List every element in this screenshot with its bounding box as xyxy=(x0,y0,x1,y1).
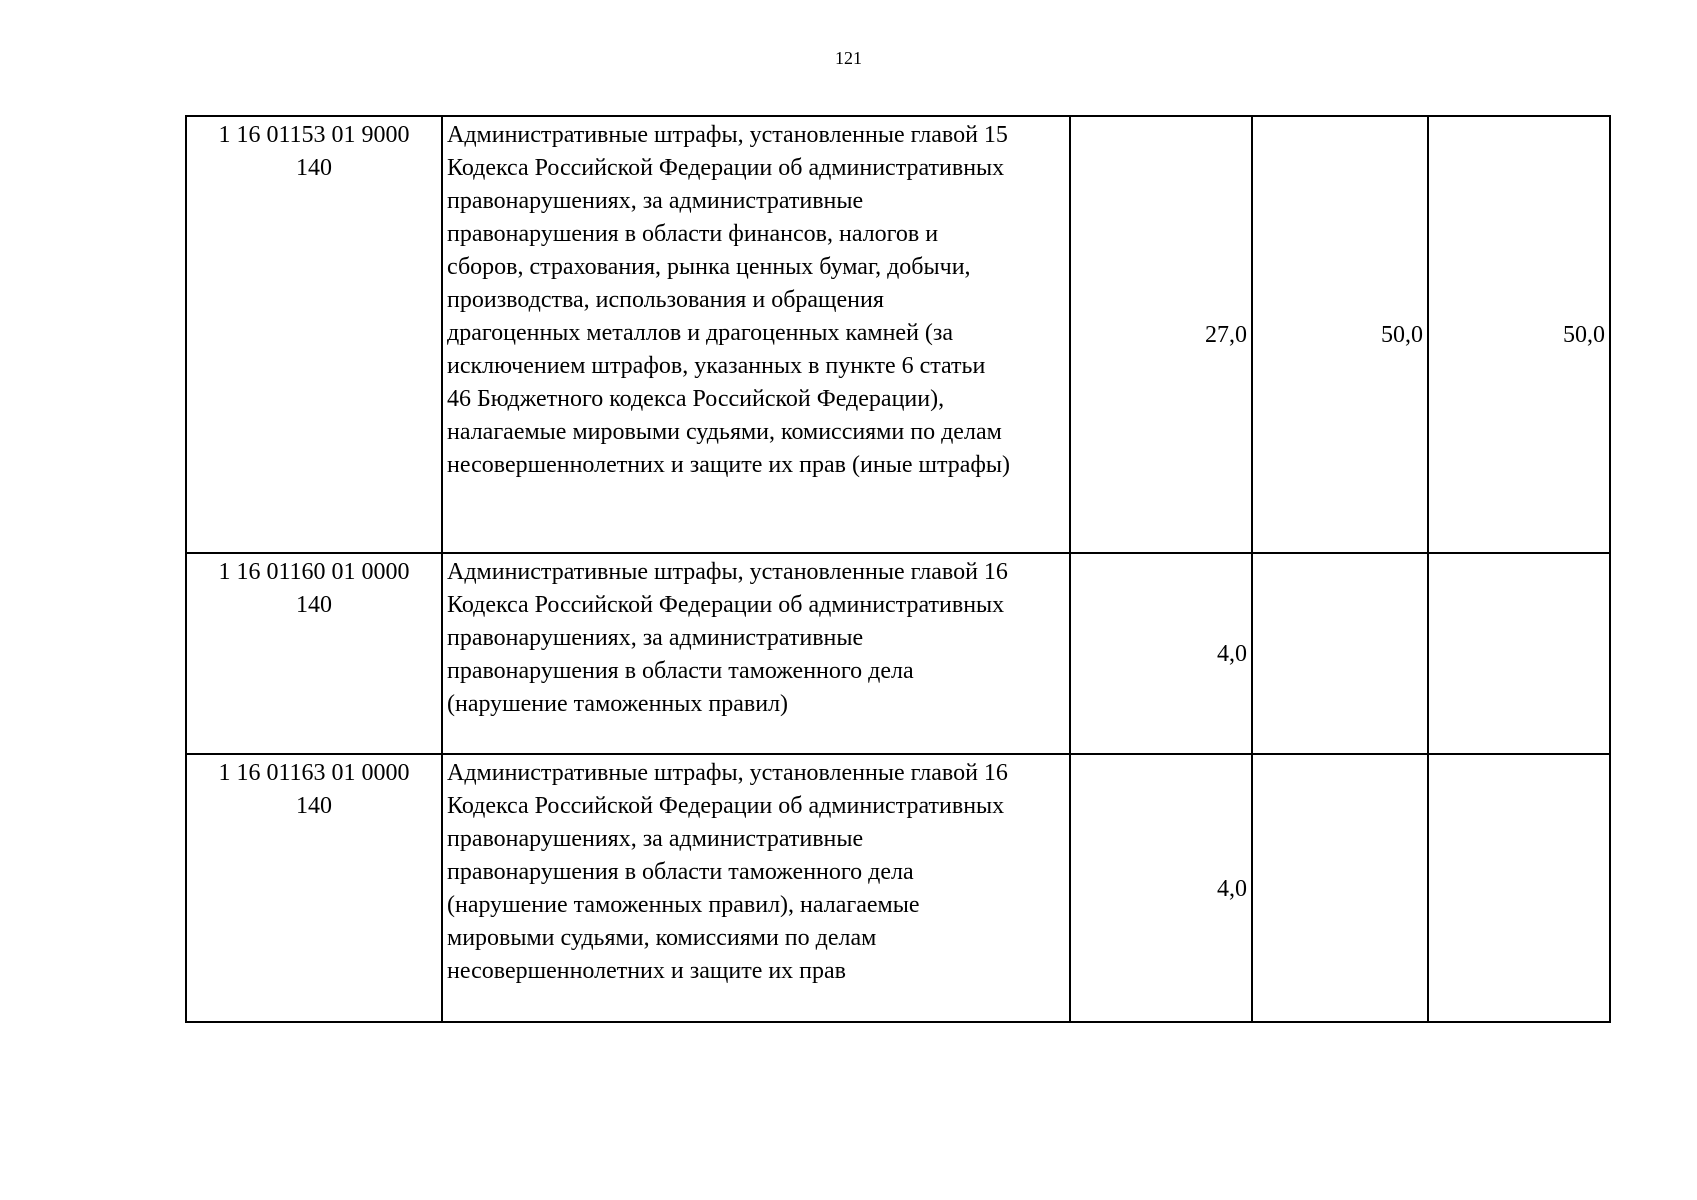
description-line: производства, использования и обращения xyxy=(447,287,884,313)
value-cell-2 xyxy=(1252,553,1428,754)
budget-revenue-table xyxy=(185,115,1611,1023)
description-line: Административные штрафы, установленные главой 16 xyxy=(447,760,1008,786)
description-line: Кодекса Российской Федерации об административных xyxy=(447,793,1005,819)
table-row xyxy=(186,116,1610,553)
table-row xyxy=(186,553,1610,754)
value-cell-3 xyxy=(1428,553,1610,754)
description-line: правонарушениях, за административные xyxy=(447,625,864,651)
page-number: 121 xyxy=(835,48,862,68)
description-line: исключением штрафов, указанных в пункте 6 статьи xyxy=(447,353,986,379)
description-cell xyxy=(442,116,1070,553)
budget-code-line: 1 16 01160 01 0000 xyxy=(218,559,410,585)
value-cell-1: 4,0 xyxy=(1070,754,1252,1022)
value-cell-1: 4,0 xyxy=(1070,553,1252,754)
budget-code-line: 1 16 01153 01 9000 xyxy=(218,122,410,148)
description-line: Административные штрафы, установленные главой 15 xyxy=(447,122,1008,148)
description-line: Кодекса Российской Федерации об административных xyxy=(447,592,1005,618)
description-cell xyxy=(442,553,1070,754)
description-line: (нарушение таможенных правил), налагаемые xyxy=(447,892,920,918)
description-line: правонарушениях, за административные xyxy=(447,188,864,214)
value-cell-3 xyxy=(1428,754,1610,1022)
budget-code-line: 140 xyxy=(296,155,332,181)
budget-code-cell xyxy=(186,116,442,553)
description-line: правонарушения в области финансов, налогов и xyxy=(447,221,939,247)
description-line: несовершеннолетних и защите их прав (иные штрафы) xyxy=(447,452,1011,478)
description-line: правонарушения в области таможенного дела xyxy=(447,658,914,684)
budget-code-cell xyxy=(186,754,442,1022)
description-line: (нарушение таможенных правил) xyxy=(447,691,789,717)
value-cell-2: 50,0 xyxy=(1252,116,1428,553)
table-row xyxy=(186,754,1610,1022)
description-line: налагаемые мировыми судьями, комиссиями по делам xyxy=(447,419,1002,445)
value-cell-3: 50,0 xyxy=(1428,116,1610,553)
description-line: несовершеннолетних и защите их прав xyxy=(447,958,847,984)
budget-code-cell xyxy=(186,553,442,754)
description-line: сборов, страхования, рынка ценных бумаг, добычи, xyxy=(447,254,971,280)
description-line: мировыми судьями, комиссиями по делам xyxy=(447,925,877,951)
budget-code-line: 140 xyxy=(296,592,332,618)
description-cell xyxy=(442,754,1070,1022)
description-line: драгоценных металлов и драгоценных камней (за xyxy=(447,320,954,346)
budget-code-line: 1 16 01163 01 0000 xyxy=(218,760,410,786)
description-line: Административные штрафы, установленные главой 16 xyxy=(447,559,1008,585)
description-line: 46 Бюджетного кодекса Российской Федерации), xyxy=(447,386,945,412)
value-cell-2 xyxy=(1252,754,1428,1022)
budget-code-line: 140 xyxy=(296,793,332,819)
description-line: Кодекса Российской Федерации об административных xyxy=(447,155,1005,181)
description-line: правонарушения в области таможенного дела xyxy=(447,859,914,885)
value-cell-1: 27,0 xyxy=(1070,116,1252,553)
description-line: правонарушениях, за административные xyxy=(447,826,864,852)
